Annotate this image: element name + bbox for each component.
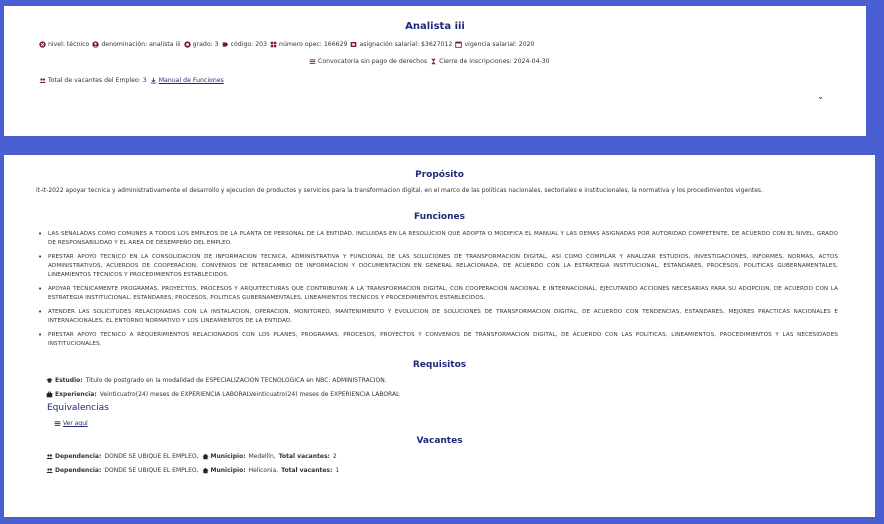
municipio-label: Municipio: [210,467,246,474]
dependencia-label: Dependencia: [55,467,102,474]
calendar-icon [455,41,462,48]
municipio-value: Heliconia, [248,467,279,474]
user-circle-icon [92,41,99,48]
dependencia-value: DONDE SE UBIQUE EL EMPLEO, [104,467,199,474]
funcion-item: • PRESTAR APOYO TECNICO A REQUERIMIENTOS RELACIONADOS CON LOS PLANES, PROGRAMAS, PROCESOS, PROYECTOS Y CONVENIOS DE TRANSFORMACION DIGITAL, DE ACUERDO CON LAS POLITICAS, LINEAMIENTOS, PROCEDIMIENTOS Y LAS NECESIDADES INSTITUCIONALES. [48,331,838,349]
job-details-card [4,155,875,517]
estudio-row [46,377,387,384]
proposito-heading: Propósito [415,170,464,180]
vacantes-total-row [36,77,224,84]
dependencia-value: DONDE SE UBIQUE EL EMPLEO, [104,453,199,460]
list-icon [309,58,316,65]
vacante-row [46,467,339,474]
proposito-text: it-it-2022 apoyar tecnica y administrativamente el desarrollo y ejecucion de productos y servicios para la transformacion digital, en el marco de las politicas nacionales, sectoriales e institucionales, la normativa y los procedimientos vigentes. [36,187,763,194]
estudio-text: Titulo de postgrado en la modalidad de ESPECIALIZACION TECNOLOGICA en NBC: ADMINISTRACION. [85,377,387,384]
vacantes-heading: Vacantes [416,436,463,446]
convocatoria-text: Convocatoria sin pago de derechos [318,58,428,65]
total-vacantes-value: 1 [335,467,340,474]
vacante-row [46,453,337,460]
graduation-cap-icon [46,377,53,384]
job-meta-row [36,41,535,48]
equivalencias-row [54,420,88,427]
funciones-list [48,230,838,349]
municipio-label: Municipio: [210,453,246,460]
grid-icon [270,41,277,48]
nivel-text: nivel: técnico [48,41,90,48]
list-icon [54,420,61,427]
funcion-item: • PRESTAR APOYO TECNICO EN LA CONSOLIDACION DE INFORMACION TECNICA, ADMINISTRATIVA Y FUNCIONAL DE LAS SOLUCIONES DE TRANSFORMACION DIGITAL, ASI COMO COMPILAR Y ANALIZAR ESTUDIOS, INVESTIGACIONES, INFORMES, NORMAS, ACTOS ADMINISTRATIVOS, ACUERDOS DE COOPERACION, CONVENIOS DE INTERCAMBIO DE INFORMACION Y DOCUMENTACION EN GENERAL RELACIONADA, DE ACUERDO CON LA ESTRATEGIA INSTITUCIONAL, ESTANDARES, PROCESOS, POLITICAS GUBERNAMENTALES, LINEAMIENTOS TECNICOS Y PROCEDIMIENTOS ESTABLECIDOS. [48,253,838,280]
download-icon [150,77,157,84]
dependencia-label: Dependencia: [55,453,102,460]
cierre-text: Cierre de inscripciones: 2024-04-30 [439,58,550,65]
experiencia-row [46,391,399,398]
level-icon [39,41,46,48]
tag-icon [222,41,229,48]
manual-funciones-link[interactable]: Manual de Funciones [158,77,224,84]
job-meta-row-2 [306,58,550,65]
users-icon [46,467,53,474]
users-icon [39,77,46,84]
vacantes-total-text: Total de vacantes del Empleo: 3 [48,77,147,84]
funcion-item: • APOYAR TECNICAMENTE PROGRAMAS, PROYECTOS, PROCESOS Y ARQUITECTURAS QUE CONTRIBUYAN A LA TRANSFORMACION DIGITAL, CON COOPERACION NACIONAL E INTERNACIONAL, EJECUTANDO ACCIONES NECESARIAS PARA SU ADOPCION, DE ACUERDO CON LA ESTRATEGIA INSTITUCIONAL, ESTANDARES, PROCESOS, POLITICAS GUBERNAMENTALES, LINEAMIENTOS TECNICOS Y PROCEDIMIENTOS ESTABLECIDOS. [48,285,838,303]
chevron-down-icon[interactable]: ⌄ [817,92,824,101]
grade-icon [184,41,191,48]
denominacion-text: denominación: analista iii [101,41,181,48]
funciones-heading: Funciones [414,212,465,222]
total-vacantes-label: Total vacantes: [281,467,333,474]
equivalencias-heading: Equivalencias [47,403,109,413]
ver-aqui-link[interactable]: Ver aquí [63,420,88,427]
estudio-label: Estudio: [55,377,83,384]
vigencia-text: vigencia salarial: 2020 [464,41,535,48]
hourglass-icon [430,58,437,65]
job-header-card [4,6,866,136]
experiencia-label: Experiencia: [55,391,97,398]
home-icon [202,467,209,474]
salario-text: asignación salarial: $3627012 [359,41,453,48]
money-icon [350,41,357,48]
job-title: Analista iii [405,21,465,32]
codigo-text: código: 203 [230,41,268,48]
opec-text: número opec: 166629 [279,41,348,48]
home-icon [202,453,209,460]
requisitos-heading: Requisitos [412,360,467,370]
municipio-value: Medellín, [248,453,276,460]
briefcase-icon [46,391,53,398]
funcion-item: • ATENDER LAS SOLICITUDES RELACIONADAS CON LA INSTALACION, OPERACION, MONITOREO, MANTENIMIENTO Y EVOLUCION DE SOLUCIONES DE TRANSFORMACION DIGITAL, DE ACUERDO CON TENDENCIAS, ESTANDARES, MEJORES PRACTICAS NACIONALES E INTERNACIONALES, EL ENTORNO NORMATIVO Y LOS LINEAMIENTOS DE LA ENTIDAD. [48,308,838,326]
grado-text: grado: 3 [192,41,219,48]
experiencia-text: Veinticuatro(24) meses de EXPERIENCIA LABORALVeinticuatro(24) meses de EXPERIENCIA LABORAL [99,391,400,398]
users-icon [46,453,53,460]
total-vacantes-label: Total vacantes: [278,453,330,460]
funcion-item: • LAS SEÑALADAS COMO COMUNES A TODOS LOS EMPLEOS DE LA PLANTA DE PERSONAL DE LA ENTIDAD, INCLUIDAS EN LA RESOLUCION QUE ADOPTA O MODIFICA EL MANUAL Y LAS DEMAS ASIGNADAS POR AUTORIDAD COMPETENTE, DE ACUERDO CON EL NIVEL, GRADO DE RESPONSABILIDAD Y EL AREA DE DESEMPEÑO DEL EMPLEO. [48,230,838,248]
total-vacantes-value: 2 [332,453,337,460]
